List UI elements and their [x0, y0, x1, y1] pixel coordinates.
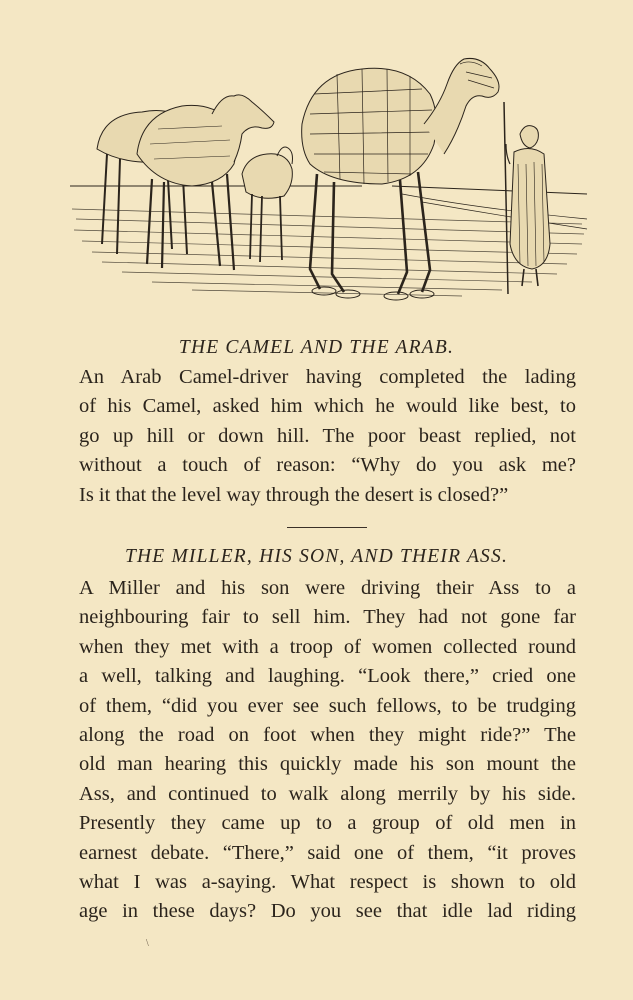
- text-line: Is it that the level way through the desert is closed?”: [79, 483, 509, 506]
- story-text-camel-and-arab: [79, 363, 576, 510]
- print-mark: \: [146, 938, 149, 949]
- text-line: of his Camel, asked him which he would like best, to: [79, 395, 576, 418]
- text-line: along the road on foot when they might ride?” The: [79, 723, 576, 746]
- story-title-miller-son-ass: THE MILLER, HIS SON, AND THEIR ASS.: [124, 546, 509, 567]
- story-text-miller-son-ass: [79, 574, 576, 927]
- text-line: old man hearing this quickly made his son mount the: [79, 753, 576, 776]
- story-title-camel-and-arab: THE CAMEL AND THE ARAB.: [178, 337, 455, 358]
- text-line: a well, talking and laughing. “Look there,” cried one: [79, 665, 576, 688]
- text-line: neighbouring fair to sell him. They had not gone far: [79, 606, 576, 629]
- text-line: of them, “did you ever see such fellows, to be trudging: [79, 694, 576, 717]
- text-line: without a touch of reason: “Why do you ask me?: [79, 454, 576, 477]
- text-line: what I was a-saying. What respect is shown to old: [79, 870, 576, 893]
- text-line: Presently they came up to a group of old men in: [79, 812, 576, 835]
- section-divider: [287, 527, 367, 528]
- text-line: when they met with a troop of women collected round: [79, 635, 576, 658]
- text-line: An Arab Camel-driver having completed the lading: [79, 366, 576, 388]
- text-line: earnest debate. “There,” said one of them, “it proves: [79, 841, 576, 864]
- text-line: go up hill or down hill. The poor beast replied, not: [79, 424, 576, 447]
- camel-arab-engraving: [62, 44, 592, 312]
- text-line: Ass, and continued to walk along merrily by his side.: [79, 782, 576, 805]
- text-line: A Miller and his son were driving their Ass to a: [79, 577, 576, 599]
- text-line: age in these days? Do you see that idle lad riding: [79, 900, 576, 923]
